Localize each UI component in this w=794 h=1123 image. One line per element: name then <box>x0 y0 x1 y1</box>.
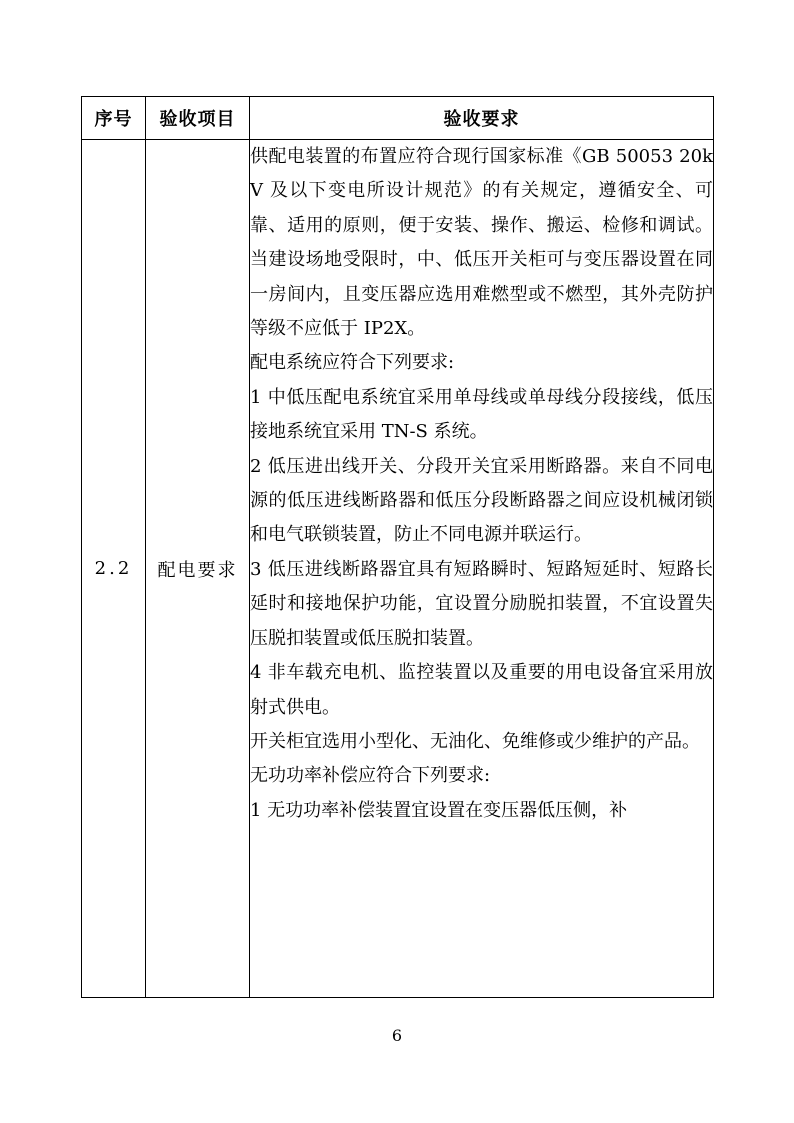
requirement-paragraph: 1 中低压配电系统宜采用单母线或单母线分段接线，低压接地系统宜采用 TN-S 系统。 <box>250 386 713 443</box>
table-header-row <box>82 97 714 140</box>
row-seq: 2.2 <box>82 140 146 998</box>
row-item: 配电要求 <box>146 140 250 998</box>
header-item: 验收项目 <box>146 97 250 140</box>
requirement-paragraph: 2 低压进出线开关、分段开关宜采用断路器。来自不同电源的低压进线断路器和低压分段断路器之间应设机械闭锁和电气联锁装置，防止不同电源并联运行。 <box>250 455 713 546</box>
requirement-paragraph: 1 无功功率补偿装置宜设置在变压器低压侧，补 <box>250 799 628 821</box>
requirement-paragraph: 3 低压进线断路器宜具有短路瞬时、短路短延时、短路长延时和接地保护功能，宜设置分励脱扣装置，不宜设置失压脱扣装置或低压脱扣装置。 <box>250 558 713 649</box>
header-seq: 序号 <box>82 97 146 140</box>
requirement-paragraph: 配电系统应符合下列要求: <box>250 352 455 374</box>
acceptance-table <box>81 96 714 998</box>
page-number: 6 <box>391 1026 403 1045</box>
row-requirement <box>250 140 714 998</box>
requirement-paragraph: 4 非车载充电机、监控装置以及重要的用电设备宜采用放射式供电。 <box>250 662 713 718</box>
requirement-paragraph: 供配电装置的布置应符合现行国家标准《GB 50053 20kV 及以下变电所设计规范》的有关规定，遵循安全、可靠、适用的原则，便于安装、操作、搬运、检修和调试。当建设场地受限时，中、低压开关柜可与变压器设置在同一房间内，且变压器应选用难燃型或不燃型，其外壳防护等级不应低于 IP2X。 <box>250 146 713 340</box>
table-row <box>82 140 714 998</box>
requirement-paragraph: 开关柜宜选用小型化、无油化、免维修或少维护的产品。 <box>250 730 700 752</box>
requirement-paragraph: 无功功率补偿应符合下列要求: <box>250 765 491 787</box>
header-requirement: 验收要求 <box>250 97 714 140</box>
